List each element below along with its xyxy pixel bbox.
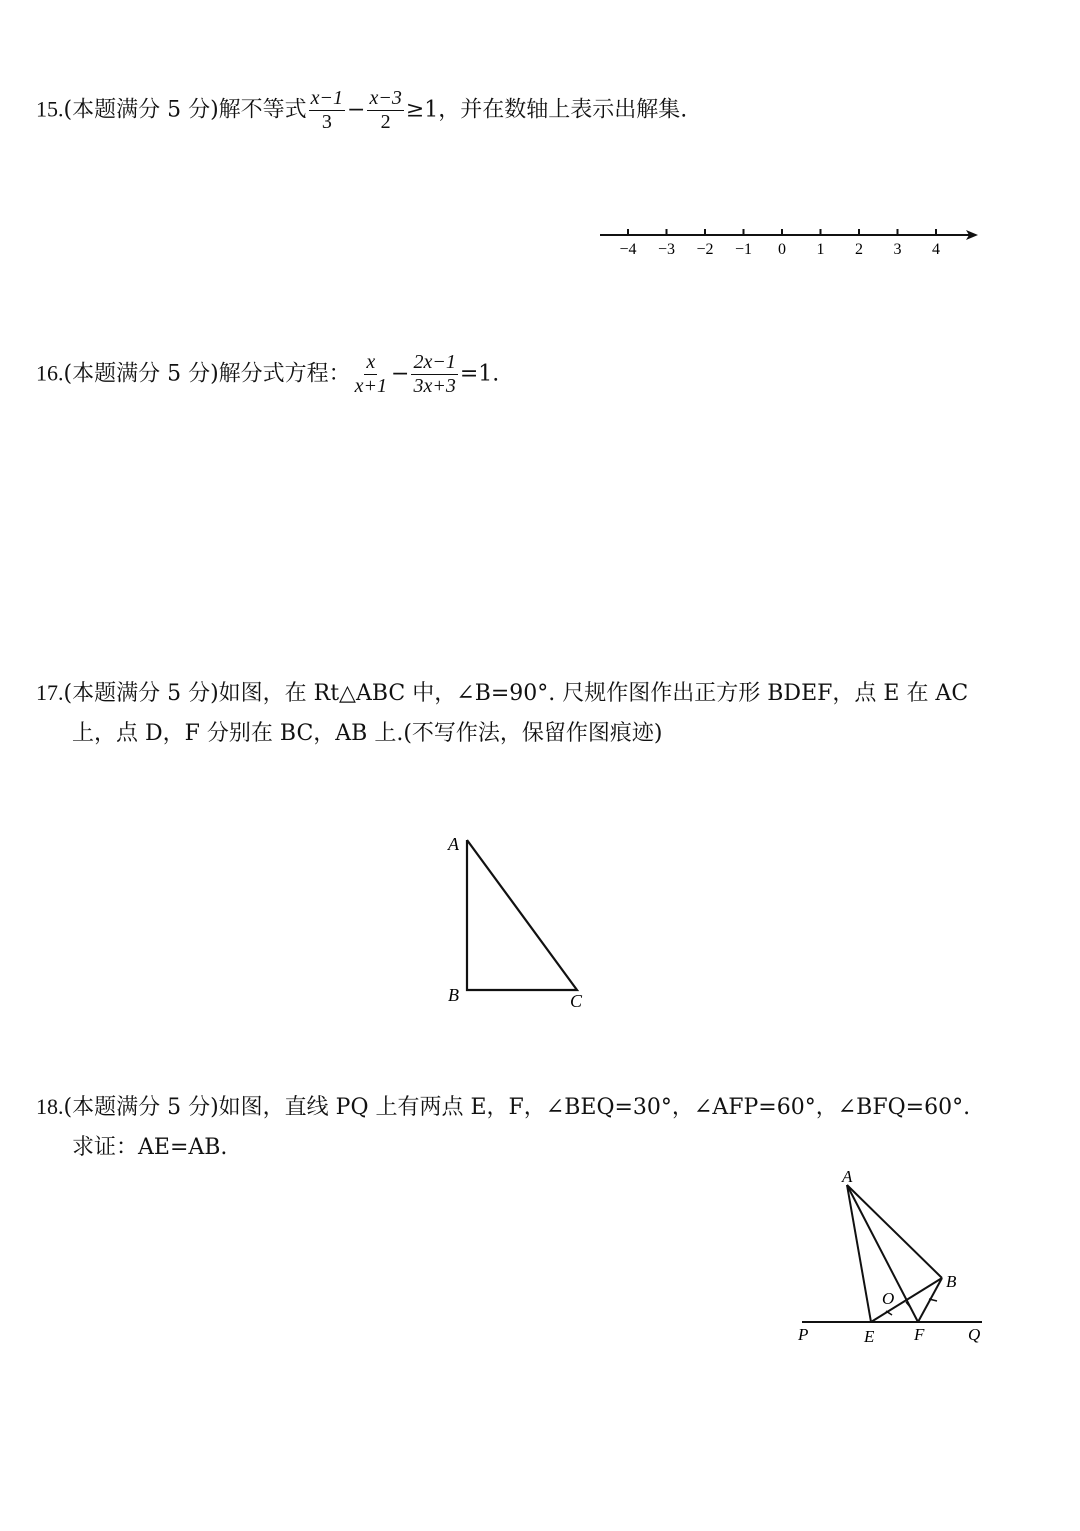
question-text-suffix: =1. <box>459 361 500 387</box>
fraction <box>367 88 403 133</box>
label-a: A <box>448 834 459 854</box>
label-c: C <box>570 991 583 1011</box>
question-text-line1: (本题满分 5 分)如图，直线 PQ 上有两点 E，F，∠BEQ=30°，∠AFP=60°，∠BFQ=60°. <box>63 1095 971 1120</box>
minus-sign: − <box>391 361 410 387</box>
number-line-tick-label: 4 <box>932 241 940 258</box>
geometry-figure <box>790 1160 1000 1360</box>
number-line-tick-label: −3 <box>657 241 676 258</box>
label-p: P <box>798 1325 809 1344</box>
label-e: E <box>864 1327 875 1346</box>
triangle-figure <box>440 830 600 1020</box>
fraction-denominator: 3 <box>321 111 332 133</box>
question-text-line1: (本题满分 5 分)如图，在 Rt△ABC 中，∠B=90°. 尺规作图作出正方形 BDEF，点 E 在 AC <box>63 681 969 706</box>
number-line-tick-label: 0 <box>778 241 786 258</box>
fraction <box>411 352 457 397</box>
question-number: 17. <box>36 680 64 705</box>
question-17 <box>36 673 968 754</box>
fraction <box>353 352 389 397</box>
question-number: 18. <box>36 1094 64 1119</box>
question-number: 16. <box>36 360 64 386</box>
number-line-tick-label: −4 <box>619 241 637 258</box>
question-18 <box>36 1087 970 1168</box>
number-line-tick-label: 2 <box>855 241 863 258</box>
label-b: B <box>448 985 459 1005</box>
fraction-denominator: 3x+3 <box>413 375 456 397</box>
fraction-numerator: x−3 <box>369 87 402 109</box>
fraction-denominator: 2 <box>380 111 391 133</box>
number-line-tick-label: −2 <box>696 241 714 258</box>
number-line-tick-label: −1 <box>734 241 753 258</box>
label-o: O <box>882 1289 895 1308</box>
number-line-tick-label: 1 <box>816 241 825 258</box>
question-number: 15. <box>36 96 64 122</box>
fraction-numerator: x−1 <box>310 87 344 109</box>
question-text: (本题满分 5 分)解分式方程： <box>63 361 351 387</box>
question-text-suffix: ≥1，并在数轴上表示出解集. <box>405 97 688 123</box>
fraction-numerator: x <box>366 351 376 373</box>
fraction <box>309 88 345 133</box>
label-a: A <box>842 1167 853 1186</box>
label-f: F <box>914 1325 925 1344</box>
question-15 <box>36 88 687 133</box>
label-q: Q <box>968 1325 981 1344</box>
fraction-denominator: x+1 <box>354 375 388 397</box>
question-16 <box>36 352 499 397</box>
number-line <box>590 218 990 268</box>
question-text-line2: 上，点 D，F 分别在 BC，AB 上.(不写作法，保留作图痕迹) <box>72 721 663 746</box>
minus-sign: − <box>347 97 366 123</box>
label-b: B <box>946 1272 957 1291</box>
question-text: (本题满分 5 分)解不等式 <box>63 97 307 123</box>
fraction-numerator: 2x−1 <box>413 351 456 373</box>
question-text-line2: 求证：AE=AB. <box>72 1135 228 1160</box>
number-line-tick-label: 3 <box>893 241 902 258</box>
